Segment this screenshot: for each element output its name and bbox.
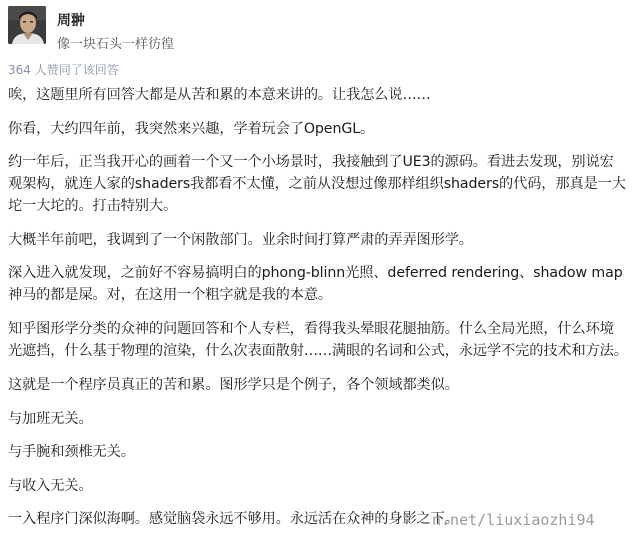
answer-paragraph-3 [8,151,636,217]
paragraph-line: 这就是一个程序员真正的苦和累。图形学只是个例子，各个领域都类似。 [8,377,459,393]
answer-paragraph-5 [8,262,636,306]
paragraph-line: 坨一大坨的。打击特别大。 [8,198,178,214]
paragraph-line: 约一年后，正当我开心的画着一个又一个小场景时，我接触到了UE3的源码。看进去发现，别说宏 [8,154,614,170]
paragraph-line: 与手腕和颈椎无关。 [8,444,135,460]
paragraph-line: 大概半年前吧，我调到了一个闲散部门。业余时间打算严肃的弄弄图形学。 [8,232,473,248]
author-name[interactable]: 周翀 [57,13,85,29]
answer-paragraph-10 [8,475,636,497]
paragraph-line: 一入程序门深似海啊。感觉脑袋永远不够用。永远活在众神的身影之下。 [8,511,459,527]
answer-paragraph-8 [8,408,636,430]
paragraph-line: 光遮挡，什么基于物理的渲染，什么次表面散射……满眼的名词和公式，永远学不完的技术和方法。 [8,343,628,359]
paragraph-line: 与收入无关。 [8,478,93,494]
paragraph-line: 唉，这题里所有回答大都是从苦和累的本意来讲的。让我怎么说…… [8,87,431,103]
watermark: n.net/liuxiaozhi94 [432,511,595,529]
paragraph-line: 你看，大约四年前，我突然来兴趣，学着玩会了OpenGL。 [8,121,375,137]
answer-paragraph-9 [8,441,636,463]
answer-paragraph-4 [8,229,636,251]
paragraph-line: 知乎图形学分类的众神的问题回答和个人专栏，看得我头晕眼花腿抽筋。什么全局光照，什么环境 [8,321,614,337]
paragraph-line: 观架构，就连人家的shaders我都看不太懂，之前从没想过像那样组织shaders的代码，那真是一大 [8,176,626,192]
paragraph-line: 与加班无关。 [8,411,93,427]
avatar[interactable] [8,6,46,44]
avatar-portrait-icon [8,6,46,44]
author-bio: 像一块石头一样彷徨 [57,37,175,52]
answer-paragraph-1 [8,84,636,106]
answer-paragraph-2 [8,118,636,140]
paragraph-line: 神马的都是屎。对，在这用一个粗字就是我的本意。 [8,287,333,303]
answer-paragraph-7 [8,374,636,396]
answer-paragraph-6 [8,318,636,362]
upvote-count: 364 人赞同了该回答 [8,63,119,77]
paragraph-line: 深入进入就发现，之前好不容易搞明白的phong-blinn光照、deferred rendering、shadow map [8,265,623,281]
